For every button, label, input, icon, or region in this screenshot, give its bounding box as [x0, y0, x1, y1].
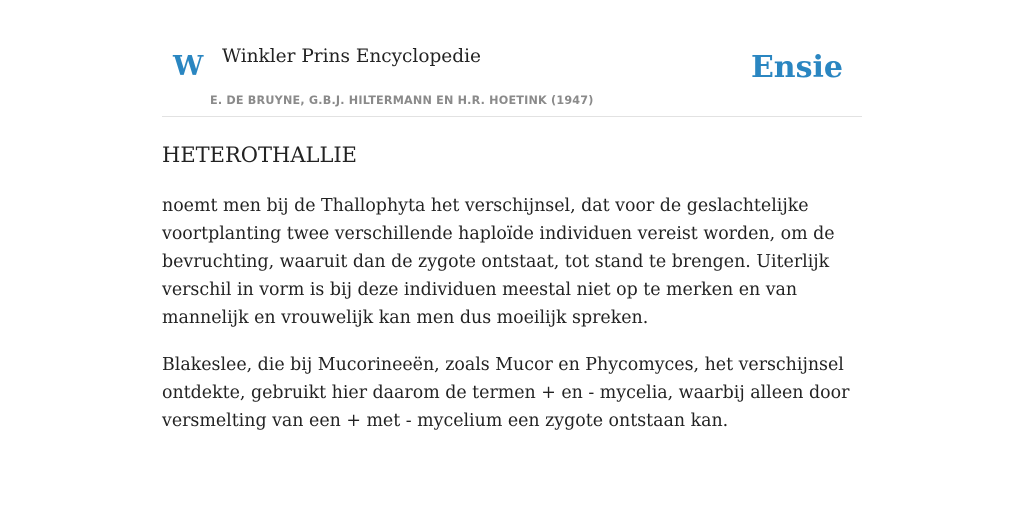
winkler-prins-logo[interactable]: W [173, 51, 204, 82]
article-paragraph: noemt men bij de Thallophyta het verschijnsel, dat voor de geslachtelijke voortplanting twee verschillende haploïde individuen vereist worden, om de bevruchting, waaruit dan de zygote ontstaat, tot stand te brengen. Uiterlijk verschil in vorm is bij deze individuen meestal niet op te merken en van mannelijk en vrouwelijk kan men dus moeilijk spreken. [162, 196, 835, 328]
encyclopedia-title-link[interactable]: Winkler Prins Encyclopedie [222, 46, 481, 67]
entry-title: HETEROTHALLIE [162, 143, 358, 167]
ensie-logo-link[interactable]: Ensie [750, 50, 843, 85]
encyclopedia-header [162, 0, 862, 117]
authors-line: E. DE BRUYNE, G.B.J. HILTERMANN EN H.R. HOETINK (1947) [210, 94, 594, 107]
article-content [162, 138, 862, 435]
article-paragraph: Blakeslee, die bij Mucorineeën, zoals Mucor en Phycomyces, het verschijnsel ontdekte, gebruikt hier daarom de termen + en - mycelia, waarbij alleen door versmelting van een + met - mycelium een zygote ontstaan kan. [162, 355, 850, 431]
